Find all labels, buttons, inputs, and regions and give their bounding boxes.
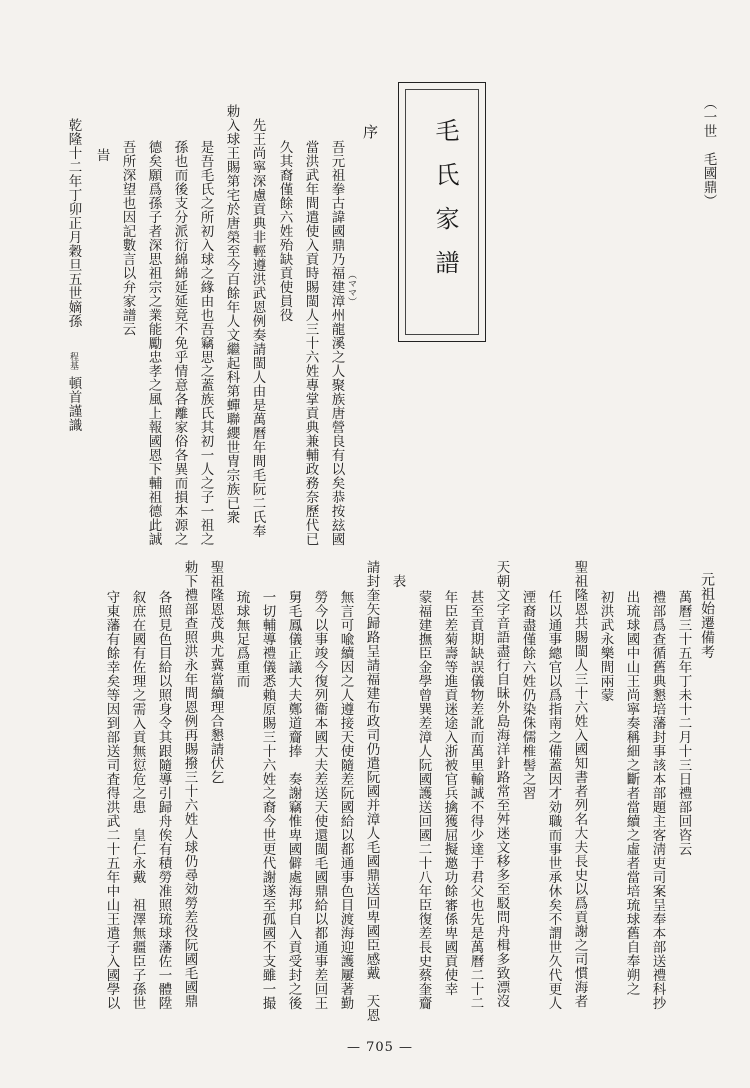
record-col-14: 無言可喩續因之人遵接天使隨差阮國給以都通事色目渡海迎護屢著勤 [337,590,354,1010]
record-col-15: 勞今以事竣今復列衞本國大夫差送天使還閩毛國鼎給以都通事差回王 [311,590,328,1010]
preface-col-6: 是吾毛氏之所初入球之緣由也吾竊思之蓋族氏其初一人之子一祖之 [197,140,214,546]
record-col-18: 琉球無足爲重而 [233,590,250,688]
record-col-11: 蒙福建撫臣金學曾巽差漳人阮國護送回國二十八年臣復差長史蔡奎齎 [415,590,432,1010]
record-col-17: 一切輔導禮儀悉賴原賜三十六姓之裔今世更代謝遂至孤國不支雖一撮 [259,590,276,1010]
preface-author: 程基 [68,352,78,370]
record-col-22: 叙庶在國有佐理之需入貢無愆危之患 皇仁永戴 祖澤無疆臣子孫世 [129,590,146,1010]
record-col-3: 出琉球國中山王尚寧奏稱細之斷者當續之虛者當培琉球舊自奉朔之 [623,590,640,996]
record-heading: 元祖始遷備考 [699,572,715,659]
record-col-10: 年臣差菊壽等進貢迷途入浙被官兵擒獲屈擬邀功餘審係卑國貢使幸 [441,590,458,996]
page-number: — 705 — [346,1040,414,1055]
record-col-12: 表 [389,574,406,588]
running-header: （一世 毛國鼎） [700,96,717,208]
preface-col-10: 旹 [93,148,110,162]
preface-col-4: 先王尚寧深慮貢典非輕遵洪武恩例奏請閩人由是萬曆年間毛阮二氏奉 [249,118,266,538]
preface-col-7: 孫也而後支分派衍綿綿延延竟不免乎情意各離家俗各異而損本源之 [171,140,188,546]
preface-col-1: 吾元祖拳古諱國鼎乃福建漳州龍溪之人聚族唐營良有以矣恭按玆國 [328,140,345,546]
ruby-note: （ママ） [346,270,356,306]
preface-col-3: 久其裔僅餘六姓殆缺貢使員役 [276,140,293,322]
preface-date: 乾隆十二年丁卯正月穀旦五世嫡孫 [65,118,82,328]
record-col-1: 萬曆三十五年丁未十二月十三日禮部回咨云 [675,590,692,856]
record-col-23: 守東藩有餘幸矣等因到部送司査得洪武二十五年中山王遣子入國學以 [103,590,120,1010]
preface-closing: 頓首謹識 [65,376,82,432]
record-col-7: 湮裔盡僅餘六姓仍染侏儒椎髻之習 [519,590,536,800]
preface-col-9: 吾所深望也因記數言以弁家譜云 [119,140,136,336]
record-col-4: 初洪武永樂間兩蒙 [597,590,614,702]
book-title: 毛氏家譜 [431,118,459,294]
record-col-6: 任以通事總官以爲指南之備蓋因才効職而事世承休矣不謂世久代更人 [545,590,562,1010]
record-col-16: 舅毛鳳儀正議大夫鄭道齎捧 奏謝竊惟卑國僻處海邦自入貢受封之後 [285,590,302,1010]
preface-col-5: 勅入球王賜第宅於唐榮至今百餘年人文繼起科第蟬聯纓世冑宗族已衆 [223,104,240,524]
record-col-8: 天朝文字音語盡行自昧外島海洋針路常至舛迷文移多至駁問舟楫多致漂沒 [493,560,510,1008]
preface-heading: 序 [361,124,379,140]
record-col-20: 勅下禮部查照洪永年間恩例再賜撥三十六姓人球仍尋効勞差役阮國毛國鼎 [181,560,198,1008]
preface-col-8: 德矣願爲孫子者深思祖宗之業能勵忠孝之風上報國恩下輔祖德此誠 [145,140,162,546]
record-col-5: 聖祖隆恩共賜閩人三十六姓入國知書者列名大夫長史以爲貢謝之司慣海者 [571,560,588,1008]
record-col-21: 各照見色目給以照身令其跟隨導引歸舟俟有積勞准照琉球藩佐一體陞 [155,590,172,1010]
record-col-9: 甚至貢期缺誤儀物差訛而萬里輸誠不得少達于君父也先是萬曆二十二 [467,590,484,1010]
record-col-13: 請封奎矢歸路呈請福建布政司仍遣阮國并漳人毛國鼎送回卑國臣感戴 天恩 [363,560,380,1022]
record-col-19: 聖祖隆恩茂典尤冀當續理合懇請伏乞 [207,560,224,784]
record-col-2: 禮部爲查循舊典懇培藩封事該本部題主客淸吏司案呈奉本部送禮科抄 [649,590,666,1010]
preface-col-2: 當洪武年間遣使入貢時賜閩人三十六姓專掌貢典兼輔政務奈歷代已 [302,140,319,546]
